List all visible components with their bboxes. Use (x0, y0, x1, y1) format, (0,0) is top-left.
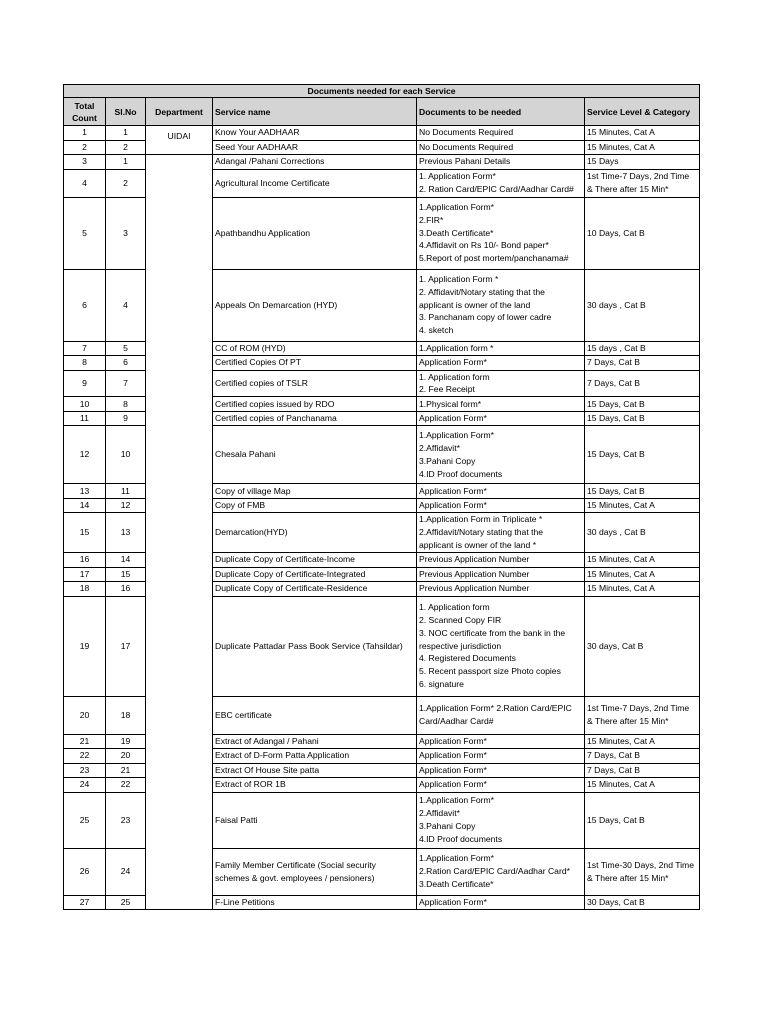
document-line: No Documents Required (419, 141, 514, 152)
service-name-line: Duplicate Copy of Certificate-Integrated (215, 568, 366, 579)
sl-no-cell: 1 (106, 155, 146, 170)
service-level-cell (585, 848, 700, 895)
service-name-line: Certified copies of TSLR (215, 377, 308, 388)
documents-cell (417, 778, 585, 793)
document-line: Previous Pahani Details (419, 156, 511, 167)
document-line: Application Form* (419, 764, 487, 775)
service-name-line: Extract of ROR 1B (215, 779, 286, 790)
table-row (64, 155, 700, 170)
total-count-cell: 7 (64, 341, 106, 356)
service-name-line: Chesala Pahani (215, 449, 276, 460)
service-name-cell (213, 341, 417, 356)
service-name-line: Demarcation(HYD) (215, 527, 288, 538)
sl-no-cell: 25 (106, 895, 146, 910)
sl-no-cell: 7 (106, 370, 146, 397)
service-name-line: EBC certificate (215, 709, 272, 720)
service-level-cell (585, 484, 700, 499)
service-name-cell (213, 582, 417, 597)
document-line: No Documents Required (419, 127, 514, 138)
sl-no-cell: 16 (106, 582, 146, 597)
service-level-cell (585, 197, 700, 269)
service-name-cell (213, 734, 417, 749)
service-name-cell (213, 498, 417, 513)
service-name-cell (213, 126, 417, 141)
service-level-line: 1st Time-30 Days, 2nd Time (587, 859, 694, 870)
department-cell-blank (146, 155, 213, 910)
document-line: 2.Affidavit* (419, 808, 460, 819)
sl-no-cell: 9 (106, 411, 146, 426)
documents-cell (417, 498, 585, 513)
service-level-cell (585, 269, 700, 341)
document-line: Application Form* (419, 735, 487, 746)
sl-no-cell: 14 (106, 553, 146, 568)
sl-no-cell: 8 (106, 397, 146, 412)
documents-cell (417, 582, 585, 597)
service-level-cell (585, 341, 700, 356)
service-name-cell (213, 411, 417, 426)
service-name-line: Duplicate Copy of Certificate-Residence (215, 583, 368, 594)
documents-cell (417, 169, 585, 197)
sl-no-cell: 1 (106, 126, 146, 141)
service-level-cell (585, 749, 700, 764)
documents-cell (417, 197, 585, 269)
documents-cell (417, 734, 585, 749)
document-line: 4.ID Proof documents (419, 833, 503, 844)
service-name-line: Duplicate Pattadar Pass Book Service (Tahsildar) (215, 640, 403, 651)
service-level-cell (585, 567, 700, 582)
service-level-cell (585, 370, 700, 397)
service-level-line: 15 Minutes, Cat A (587, 500, 655, 511)
service-level-cell (585, 155, 700, 170)
document-line: Previous Application Number (419, 568, 530, 579)
document-line: applicant is owner of the land * (419, 540, 537, 551)
total-count-cell: 5 (64, 197, 106, 269)
service-name-cell (213, 370, 417, 397)
document-line: 1.Application Form in Triplicate * (419, 514, 543, 525)
sl-no-cell: 18 (106, 696, 146, 734)
service-name-line: schemes & govt. employees / pensioners) (215, 872, 375, 883)
total-count-cell: 23 (64, 763, 106, 778)
documents-cell (417, 484, 585, 499)
service-name-line: Certified copies issued by RDO (215, 398, 335, 409)
service-level-line: 30 days , Cat B (587, 299, 646, 310)
service-level-line: 7 Days, Cat B (587, 764, 641, 775)
service-name-cell (213, 140, 417, 155)
service-name-line: Copy of FMB (215, 500, 266, 511)
documents-cell (417, 140, 585, 155)
header-department: Department (146, 98, 213, 126)
sl-no-cell: 23 (106, 792, 146, 848)
document-line: 4.ID Proof documents (419, 468, 503, 479)
service-name-cell (213, 356, 417, 371)
document-line: 2. Scanned Copy FIR (419, 614, 502, 625)
service-level-cell (585, 513, 700, 553)
service-level-cell (585, 895, 700, 910)
sl-no-cell: 2 (106, 169, 146, 197)
total-count-cell: 1 (64, 126, 106, 141)
document-line: 3.Death Certificate* (419, 878, 494, 889)
document-line: 2. Affidavit/Notary stating that the (419, 286, 545, 297)
service-level-cell (585, 356, 700, 371)
total-count-cell: 12 (64, 426, 106, 484)
service-name-cell (213, 567, 417, 582)
service-name-cell (213, 484, 417, 499)
service-name-cell (213, 749, 417, 764)
documents-cell (417, 411, 585, 426)
service-name-line: CC of ROM (HYD) (215, 342, 286, 353)
service-level-line: & There after 15 Min* (587, 716, 669, 727)
table-body (64, 126, 700, 910)
service-level-line: & There after 15 Min* (587, 872, 669, 883)
document-line: 1.Application form * (419, 342, 494, 353)
total-count-cell: 18 (64, 582, 106, 597)
service-level-line: 15 Days, Cat B (587, 814, 645, 825)
service-name-line: Copy of village Map (215, 485, 291, 496)
documents-cell (417, 763, 585, 778)
documents-cell (417, 792, 585, 848)
documents-cell (417, 356, 585, 371)
total-count-cell: 25 (64, 792, 106, 848)
documents-cell (417, 895, 585, 910)
document-line: Application Form* (419, 500, 487, 511)
document-line: 1. Application Form* (419, 171, 496, 182)
service-level-line: & There after 15 Min* (587, 184, 669, 194)
total-count-cell: 6 (64, 269, 106, 341)
service-name-line: Adangal /Pahani Corrections (215, 156, 325, 167)
service-level-line: 15 Minutes, Cat A (587, 568, 655, 579)
service-name-cell (213, 778, 417, 793)
document-line: 3. Panchanam copy of lower cadre (419, 312, 552, 323)
service-level-cell (585, 553, 700, 568)
document-line: 2.Affidavit/Notary stating that the (419, 527, 544, 538)
service-name-line: F-Line Petitions (215, 896, 275, 907)
service-level-cell (585, 397, 700, 412)
document-line: Application Form* (419, 413, 487, 424)
document-line: 1.Application Form* 2.Ration Card/EPIC (419, 703, 572, 714)
header-service-name: Service name (213, 98, 417, 126)
total-count-cell: 14 (64, 498, 106, 513)
service-name-cell (213, 155, 417, 170)
document-line: 1.Physical form* (419, 398, 482, 409)
document-line: 2. Ration Card/EPIC Card/Aadhar Card# (419, 184, 574, 194)
total-count-cell: 19 (64, 596, 106, 696)
document-line: Application Form* (419, 750, 487, 761)
sl-no-cell: 10 (106, 426, 146, 484)
documents-cell (417, 341, 585, 356)
service-level-line: 10 Days, Cat B (587, 227, 645, 238)
service-level-line: 30 Days, Cat B (587, 896, 645, 907)
total-count-cell: 4 (64, 169, 106, 197)
document-line: Application Form* (419, 896, 487, 907)
total-count-cell: 15 (64, 513, 106, 553)
document-line: 1. Application form (419, 371, 490, 382)
document-line: 1.Application Form* (419, 201, 494, 212)
service-name-cell (213, 197, 417, 269)
service-level-line: 15 Minutes, Cat A (587, 583, 655, 594)
service-level-cell (585, 792, 700, 848)
service-name-cell (213, 269, 417, 341)
document-line: Application Form* (419, 779, 487, 790)
sl-no-cell: 11 (106, 484, 146, 499)
service-name-line: Extract Of House Site patta (215, 764, 320, 775)
service-name-cell (213, 426, 417, 484)
total-count-cell: 24 (64, 778, 106, 793)
total-count-cell: 27 (64, 895, 106, 910)
service-name-cell (213, 895, 417, 910)
service-name-cell (213, 513, 417, 553)
service-level-line: 7 Days, Cat B (587, 377, 641, 388)
service-name-line: Seed Your AADHAAR (215, 141, 299, 152)
sl-no-cell: 6 (106, 356, 146, 371)
service-level-line: 30 days, Cat B (587, 640, 644, 651)
total-count-cell: 21 (64, 734, 106, 749)
service-name-line: Extract of Adangal / Pahani (215, 735, 319, 746)
service-name-cell (213, 553, 417, 568)
sl-no-cell: 2 (106, 140, 146, 155)
document-line: Card/Aadhar Card# (419, 716, 494, 727)
service-level-line: 15 days , Cat B (587, 342, 646, 353)
service-level-line: 15 Minutes, Cat A (587, 554, 655, 565)
service-level-line: 7 Days, Cat B (587, 357, 641, 368)
documents-cell (417, 269, 585, 341)
document-line: 2.Affidavit* (419, 442, 460, 453)
service-name-cell (213, 792, 417, 848)
sl-no-cell: 21 (106, 763, 146, 778)
service-level-cell (585, 778, 700, 793)
document-line: 5. Recent passport size Photo copies (419, 666, 561, 677)
documents-cell (417, 513, 585, 553)
document-line: 1.Application Form* (419, 795, 494, 806)
service-name-cell (213, 397, 417, 412)
service-level-cell (585, 411, 700, 426)
documents-cell (417, 155, 585, 170)
service-level-line: 15 Minutes, Cat A (587, 141, 655, 152)
document-line: 3.Death Certificate* (419, 227, 494, 238)
document-line: 2.FIR* (419, 214, 444, 225)
documents-sheet (63, 84, 699, 910)
document-line: 4.Affidavit on Rs 10/- Bond paper* (419, 240, 549, 251)
documents-cell (417, 749, 585, 764)
document-line: Previous Application Number (419, 583, 530, 594)
service-level-line: 15 Days, Cat B (587, 449, 645, 460)
documents-cell (417, 848, 585, 895)
document-line: 4. sketch (419, 325, 454, 336)
service-name-line: Know Your AADHAAR (215, 127, 300, 138)
documents-cell (417, 696, 585, 734)
title-row (64, 85, 700, 98)
document-line: 6. signature (419, 679, 464, 690)
document-line: 1. Application Form * (419, 273, 499, 284)
sl-no-cell: 13 (106, 513, 146, 553)
document-line: 1. Application form (419, 601, 490, 612)
service-name-line: Certified Copies Of PT (215, 357, 301, 368)
service-name-line: Extract of D-Form Patta Application (215, 750, 350, 761)
header-sl-no: Sl.No (106, 98, 146, 126)
document-line: 5.Report of post mortem/panchanama# (419, 253, 569, 264)
document-line: Application Form* (419, 485, 487, 496)
sl-no-cell: 24 (106, 848, 146, 895)
sl-no-cell: 19 (106, 734, 146, 749)
documents-cell (417, 126, 585, 141)
service-level-cell (585, 596, 700, 696)
service-level-cell (585, 169, 700, 197)
total-count-cell: 17 (64, 567, 106, 582)
total-count-cell: 16 (64, 553, 106, 568)
service-name-line: Apathbandhu Application (215, 227, 311, 238)
service-name-cell (213, 169, 417, 197)
sl-no-cell: 3 (106, 197, 146, 269)
service-level-line: 15 Days, Cat B (587, 413, 645, 424)
document-line: 4. Registered Documents (419, 653, 516, 664)
service-name-line: Faisal Patti (215, 814, 258, 825)
service-level-cell (585, 763, 700, 778)
document-line: respective jurisdiction (419, 640, 502, 651)
service-name-line: Family Member Certificate (Social security (215, 859, 376, 870)
total-count-cell: 26 (64, 848, 106, 895)
service-name-line: Certified copies of Panchanama (215, 413, 337, 424)
service-level-cell (585, 426, 700, 484)
sl-no-cell: 22 (106, 778, 146, 793)
service-level-cell (585, 126, 700, 141)
total-count-cell: 22 (64, 749, 106, 764)
document-line: 3.Pahani Copy (419, 821, 476, 832)
table-row (64, 126, 700, 141)
document-line: Previous Application Number (419, 554, 530, 565)
service-level-line: 15 Minutes, Cat A (587, 735, 655, 746)
total-count-cell: 2 (64, 140, 106, 155)
service-name-cell (213, 848, 417, 895)
header-documents: Documents to be needed (417, 98, 585, 126)
document-line: 2.Ration Card/EPIC Card/Aadhar Card* (419, 866, 570, 877)
table-title: Documents needed for each Service (64, 85, 700, 98)
service-level-line: 7 Days, Cat B (587, 750, 641, 761)
service-name-cell (213, 596, 417, 696)
service-name-cell (213, 763, 417, 778)
documents-cell (417, 426, 585, 484)
service-level-cell (585, 696, 700, 734)
total-count-cell: 8 (64, 356, 106, 371)
document-line: applicant is owner of the land (419, 299, 531, 310)
sl-no-cell: 17 (106, 596, 146, 696)
header-total-count: Total Count (64, 98, 106, 126)
sl-no-cell: 12 (106, 498, 146, 513)
service-level-line: 15 Days (587, 156, 619, 167)
document-line: 3.Pahani Copy (419, 455, 476, 466)
service-name-line: Duplicate Copy of Certificate-Income (215, 554, 355, 565)
documents-cell (417, 596, 585, 696)
total-count-cell: 13 (64, 484, 106, 499)
service-level-line: 30 days , Cat B (587, 527, 646, 538)
total-count-cell: 11 (64, 411, 106, 426)
service-level-cell (585, 734, 700, 749)
service-level-cell (585, 582, 700, 597)
service-level-line: 1st Time-7 Days, 2nd Time (587, 703, 690, 714)
service-level-line: 1st Time-7 Days, 2nd Time (587, 171, 690, 182)
service-level-line: 15 Minutes, Cat A (587, 127, 655, 138)
total-count-cell: 20 (64, 696, 106, 734)
header-service-level: Service Level & Category (585, 98, 700, 126)
service-name-line: Appeals On Demarcation (HYD) (215, 299, 338, 310)
document-line: 2. Fee Receipt (419, 384, 475, 395)
document-line: Application Form* (419, 357, 487, 368)
service-level-line: 15 Days, Cat B (587, 485, 645, 496)
documents-cell (417, 370, 585, 397)
sl-no-cell: 4 (106, 269, 146, 341)
service-level-cell (585, 498, 700, 513)
service-level-line: 15 Minutes, Cat A (587, 779, 655, 790)
documents-cell (417, 397, 585, 412)
service-name-line: Agricultural Income Certificate (215, 177, 330, 188)
service-name-cell (213, 696, 417, 734)
documents-table (63, 84, 700, 910)
total-count-cell: 9 (64, 370, 106, 397)
total-count-cell: 10 (64, 397, 106, 412)
service-level-cell (585, 140, 700, 155)
header-row (64, 98, 700, 126)
sl-no-cell: 20 (106, 749, 146, 764)
service-level-line: 15 Days, Cat B (587, 398, 645, 409)
documents-cell (417, 553, 585, 568)
department-cell-uidai: UIDAI (146, 126, 213, 155)
sl-no-cell: 5 (106, 341, 146, 356)
document-line: 1.Application Form* (419, 430, 494, 440)
document-line: 3. NOC certificate from the bank in the (419, 627, 566, 638)
sl-no-cell: 15 (106, 567, 146, 582)
total-count-cell: 3 (64, 155, 106, 170)
document-line: 1.Application Form* (419, 853, 494, 864)
documents-cell (417, 567, 585, 582)
